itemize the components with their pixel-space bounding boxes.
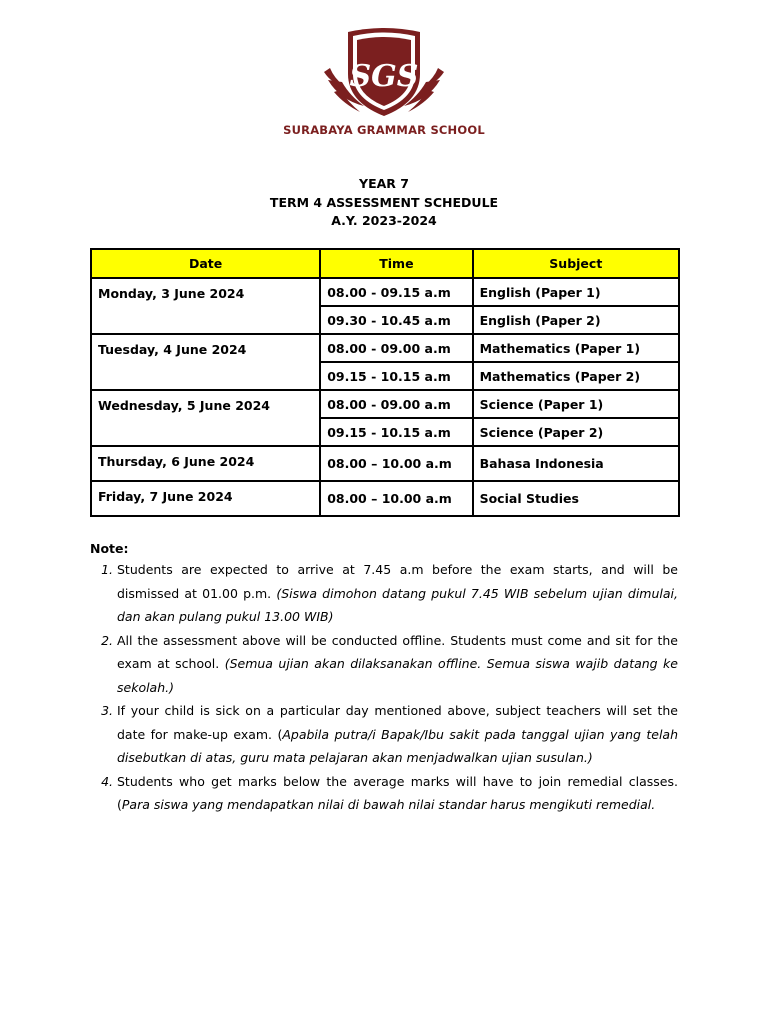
cell-date: Monday, 3 June 2024 — [91, 278, 320, 334]
cell-time: 08.00 – 10.00 a.m — [320, 481, 472, 516]
cell-date: Wednesday, 5 June 2024 — [91, 390, 320, 446]
table-header-row — [91, 249, 679, 278]
cell-subject: Social Studies — [473, 481, 679, 516]
cell-time: 08.00 – 10.00 a.m — [320, 446, 472, 481]
cell-date: Thursday, 6 June 2024 — [91, 446, 320, 481]
note-text-english: If your child is sick on a particular day mentioned above, subject teachers will set the date for make-up exam. ( — [117, 703, 678, 742]
notes-list — [90, 558, 678, 817]
cell-subject: Mathematics (Paper 2) — [473, 362, 679, 390]
document-title — [0, 175, 768, 231]
cell-time: 08.00 - 09.15 a.m — [320, 278, 472, 306]
title-year: YEAR 7 — [359, 176, 409, 191]
column-header-date: Date — [91, 249, 320, 278]
cell-date: Friday, 7 June 2024 — [91, 481, 320, 516]
school-logo — [320, 22, 448, 120]
notes-section — [90, 540, 678, 817]
table-row — [91, 481, 679, 516]
cell-subject: English (Paper 1) — [473, 278, 679, 306]
cell-subject: Science (Paper 2) — [473, 418, 679, 446]
table-row — [91, 334, 679, 362]
note-text-english: Students are expected to arrive at 7.45 a.m before the exam starts, and will be dismissed at 01.00 p.m. — [117, 562, 678, 601]
note-text-english: Students who get marks below the average marks will have to join remedial classes. ( — [117, 773, 678, 812]
note-item — [117, 770, 678, 817]
note-text-indonesian: (Siswa dimohon datang pukul 7.45 WIB sebelum ujian dimulai, dan akan pulang pukul 13.00 WIB) — [117, 585, 678, 624]
note-item — [117, 629, 678, 700]
column-header-subject: Subject — [473, 249, 679, 278]
assessment-schedule-table — [90, 248, 680, 517]
note-text-indonesian: Apabila putra/i Bapak/Ibu sakit pada tanggal ujian yang telah disebutkan di atas, guru mata pelajaran akan menjadwalkan ujian susulan.) — [117, 726, 678, 765]
cell-time: 08.00 - 09.00 a.m — [320, 334, 472, 362]
notes-heading: Note: — [90, 541, 129, 556]
note-item — [117, 558, 678, 629]
note-item — [117, 699, 678, 770]
cell-date: Tuesday, 4 June 2024 — [91, 334, 320, 390]
table-row — [91, 278, 679, 306]
cell-time: 09.15 - 10.15 a.m — [320, 362, 472, 390]
note-text-english: All the assessment above will be conducted offline. Students must come and sit for the exam at school. — [117, 632, 678, 671]
column-header-time: Time — [320, 249, 472, 278]
note-text-indonesian: Para siswa yang mendapatkan nilai di bawah nilai standar harus mengikuti remedial. — [121, 797, 656, 812]
table-row — [91, 446, 679, 481]
school-name: SURABAYA GRAMMAR SCHOOL — [283, 123, 485, 137]
cell-time: 08.00 - 09.00 a.m — [320, 390, 472, 418]
cell-subject: English (Paper 2) — [473, 306, 679, 334]
title-schedule: TERM 4 ASSESSMENT SCHEDULE — [269, 194, 499, 210]
title-academic-year: A.Y. 2023-2024 — [331, 213, 437, 228]
cell-time: 09.30 - 10.45 a.m — [320, 306, 472, 334]
table-row — [91, 390, 679, 418]
note-text-indonesian: (Semua ujian akan dilaksanakan offline. Semua siswa wajib datang ke sekolah.) — [117, 656, 678, 695]
cell-subject: Science (Paper 1) — [473, 390, 679, 418]
logo-monogram: SGS — [349, 59, 419, 94]
cell-subject: Bahasa Indonesia — [473, 446, 679, 481]
cell-time: 09.15 - 10.15 a.m — [320, 418, 472, 446]
cell-subject: Mathematics (Paper 1) — [473, 334, 679, 362]
